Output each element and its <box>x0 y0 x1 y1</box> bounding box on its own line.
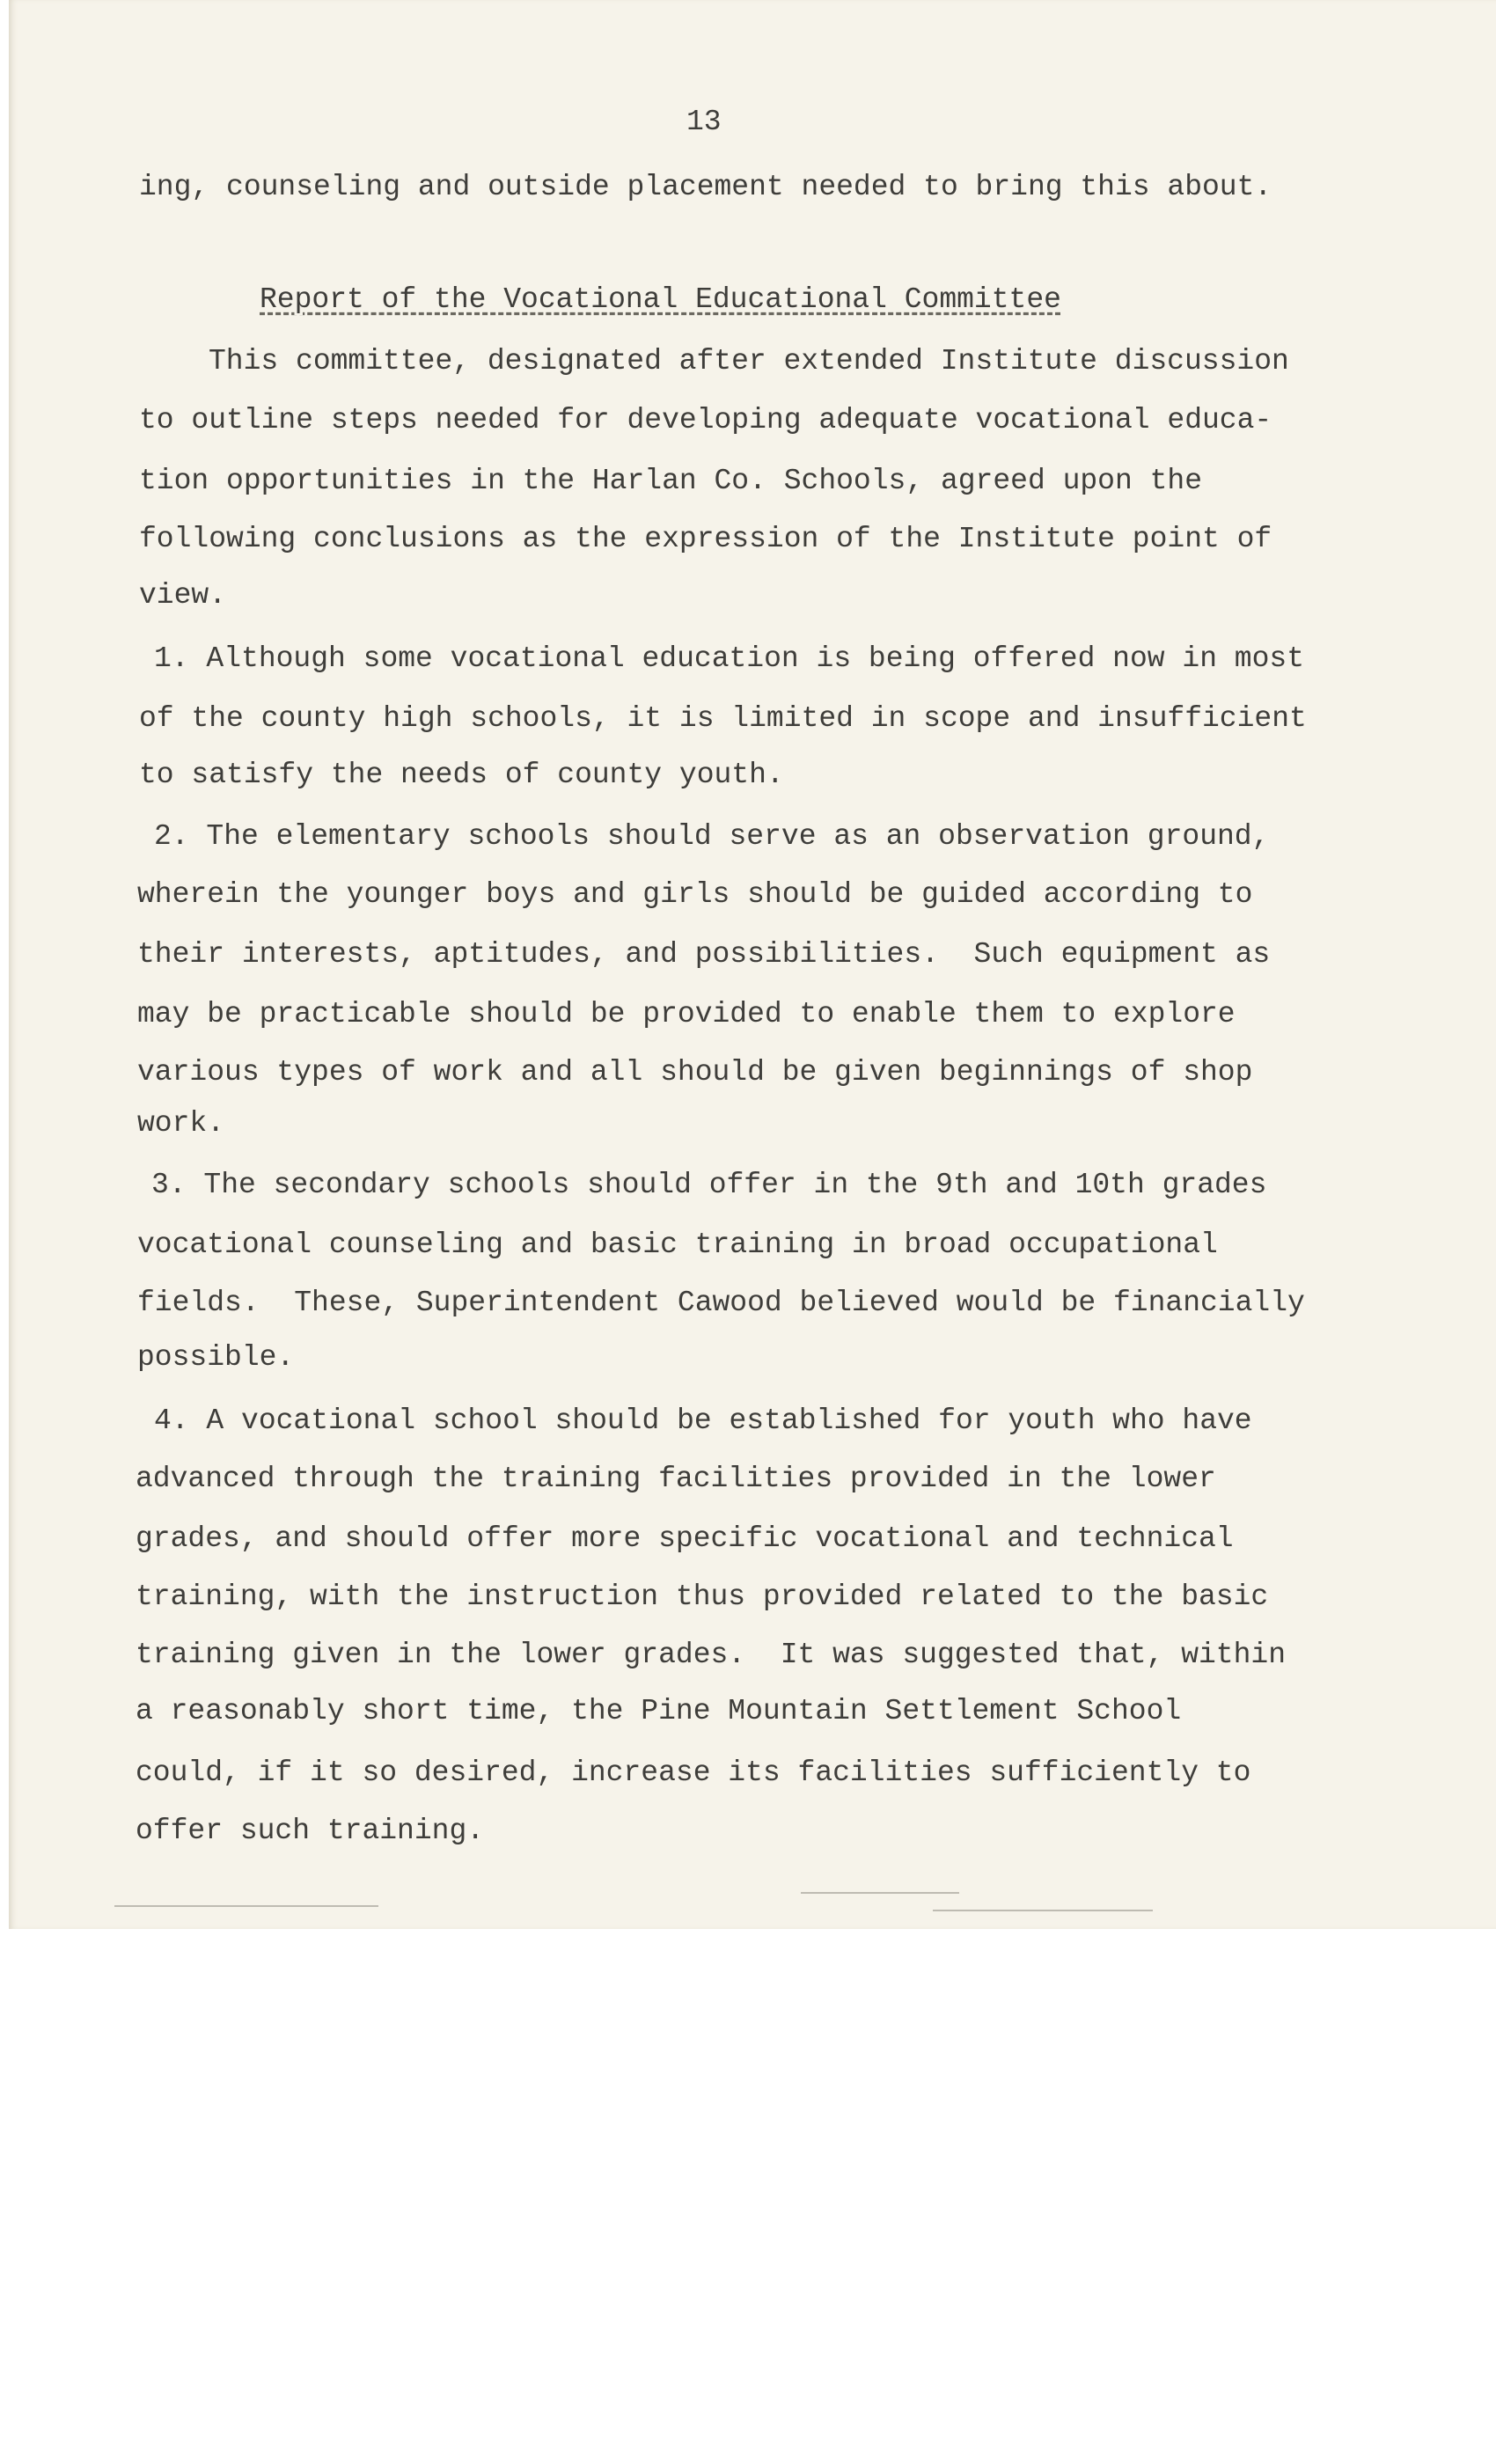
opening-line: ing, counseling and outside placement needed to bring this about. <box>139 171 1272 203</box>
item-3-line: fields. These, Superintendent Cawood believed would be financially <box>137 1287 1305 1319</box>
item-4-line: advanced through the training facilities provided in the lower <box>136 1463 1216 1495</box>
item-2-line: wherein the younger boys and girls should be guided according to <box>137 878 1253 911</box>
item-2-line: 2. The elementary schools should serve as an observation ground, <box>154 820 1270 853</box>
page-number: 13 <box>686 106 722 138</box>
item-4-line: a reasonably short time, the Pine Mountain Settlement School <box>136 1695 1182 1727</box>
item-3-line: possible. <box>137 1341 295 1374</box>
item-1-line: 1. Although some vocational education is being offered now in most <box>154 642 1305 675</box>
item-3-line: 3. The secondary schools should offer in the 9th and 10th grades <box>151 1169 1267 1201</box>
item-4-line: training given in the lower grades. It was suggested that, within <box>136 1639 1287 1671</box>
item-2-line: work. <box>137 1107 225 1140</box>
item-2-line: their interests, aptitudes, and possibilities. Such equipment as <box>137 938 1271 971</box>
document-page <box>9 0 1496 1929</box>
section-heading: Report of the Vocational Educational Committee <box>260 283 1061 316</box>
item-1-line: to satisfy the needs of county youth. <box>139 759 784 791</box>
bottom-smudge <box>801 1892 959 1894</box>
intro-line: to outline steps needed for developing adequate vocational educa- <box>139 404 1272 436</box>
bottom-smudge <box>114 1905 378 1907</box>
item-4-line: training, with the instruction thus provided related to the basic <box>136 1580 1269 1613</box>
item-2-line: various types of work and all should be given beginnings of shop <box>137 1056 1253 1089</box>
item-4-line: 4. A vocational school should be established for youth who have <box>154 1404 1252 1437</box>
bottom-smudge <box>933 1910 1153 1911</box>
intro-line: This committee, designated after extended Institute discussion <box>209 345 1289 378</box>
item-4-line: could, if it so desired, increase its facilities sufficiently to <box>136 1756 1251 1789</box>
item-3-line: vocational counseling and basic training in broad occupational <box>137 1228 1218 1261</box>
intro-line: view. <box>139 579 227 612</box>
item-4-line: grades, and should offer more specific vocational and technical <box>136 1522 1234 1555</box>
intro-line: tion opportunities in the Harlan Co. Schools, agreed upon the <box>139 465 1202 497</box>
intro-line: following conclusions as the expression of the Institute point of <box>139 523 1272 555</box>
item-4-line: offer such training. <box>136 1815 485 1847</box>
item-2-line: may be practicable should be provided to enable them to explore <box>137 998 1236 1030</box>
item-1-line: of the county high schools, it is limited in scope and insufficient <box>139 702 1307 735</box>
